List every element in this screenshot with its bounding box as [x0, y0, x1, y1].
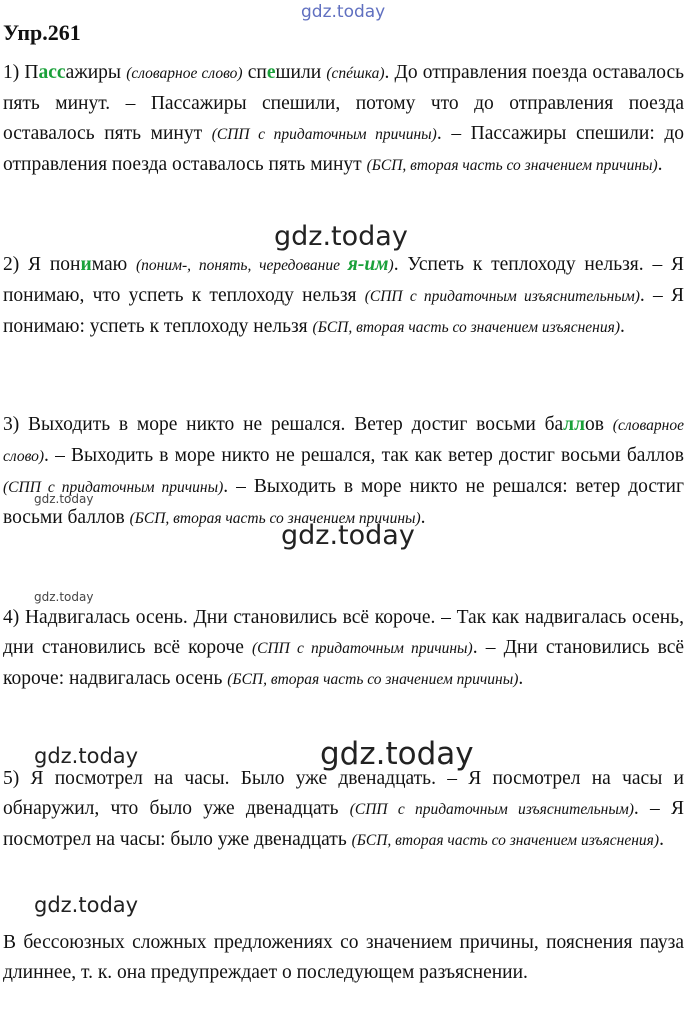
watermark: gdz.today: [34, 893, 139, 917]
exercise-title: Упр.261: [3, 20, 81, 45]
paragraph-2: 2) Я понимаю (поним-, понять, чередование я-им). Успеть к теплоходу нельзя. – Я понимаю, что успеть к теплоходу нельзя (СПП с придаточным изъяснительным). – Я понимаю: успеть к теплоходу нельзя (БСП, вторая часть со значением изъяснения).: [3, 254, 685, 337]
paragraph-4: 4) Надвигалась осень. Дни становились всё короче. – Так как надвигалась осень, дни становились всё короче (СПП с придаточным причины). – Дни становились всё короче: надвигалась осень (БСП, вторая часть со значением причины).: [3, 607, 685, 689]
watermark-top: gdz.today: [301, 2, 386, 22]
paragraph-5: 5) Я посмотрел на часы. Было уже двенадцать. – Я посмотрел на часы и обнаружил, что было уже двенадцать (СПП с придаточным изъяснительным). – Я посмотрел на часы: было уже двенадцать (БСП, вторая часть со значением изъяснения).: [3, 768, 684, 850]
watermark: gdz.today: [281, 520, 415, 551]
conclusion-paragraph: В бессоюзных сложных предложениях со значением причины, пояснения пауза длиннее, т. к. она предупреждает о последующем разъяснении.: [3, 932, 684, 983]
watermark: gdz.today: [320, 736, 474, 772]
watermark: gdz.today: [34, 744, 139, 768]
paragraph-1: 1) Пассажиры (словарное слово) спешили (спéшка). До отправления поезда оставалось пять минут. – Пассажиры спешили, потому что до отправления поезда оставалось пять минут (СПП с придаточным причины). – Пассажиры спешили: до отправления поезда оставалось пять минут (БСП, вторая часть со значением причины).: [3, 62, 685, 175]
watermark: gdz.today: [274, 221, 408, 252]
watermark: gdz.today: [34, 590, 94, 604]
paragraph-3: 3) Выходить в море никто не решался. Ветер достиг восьми баллов (словарное слово). – Выходить в море никто не решался, так как ветер достиг восьми баллов (СПП с придаточным причины). – Выходить в море никто не решался: ветер достиг восьми баллов (БСП, вторая часть со значением причины).: [3, 414, 684, 528]
watermark: gdz.today: [34, 492, 94, 506]
